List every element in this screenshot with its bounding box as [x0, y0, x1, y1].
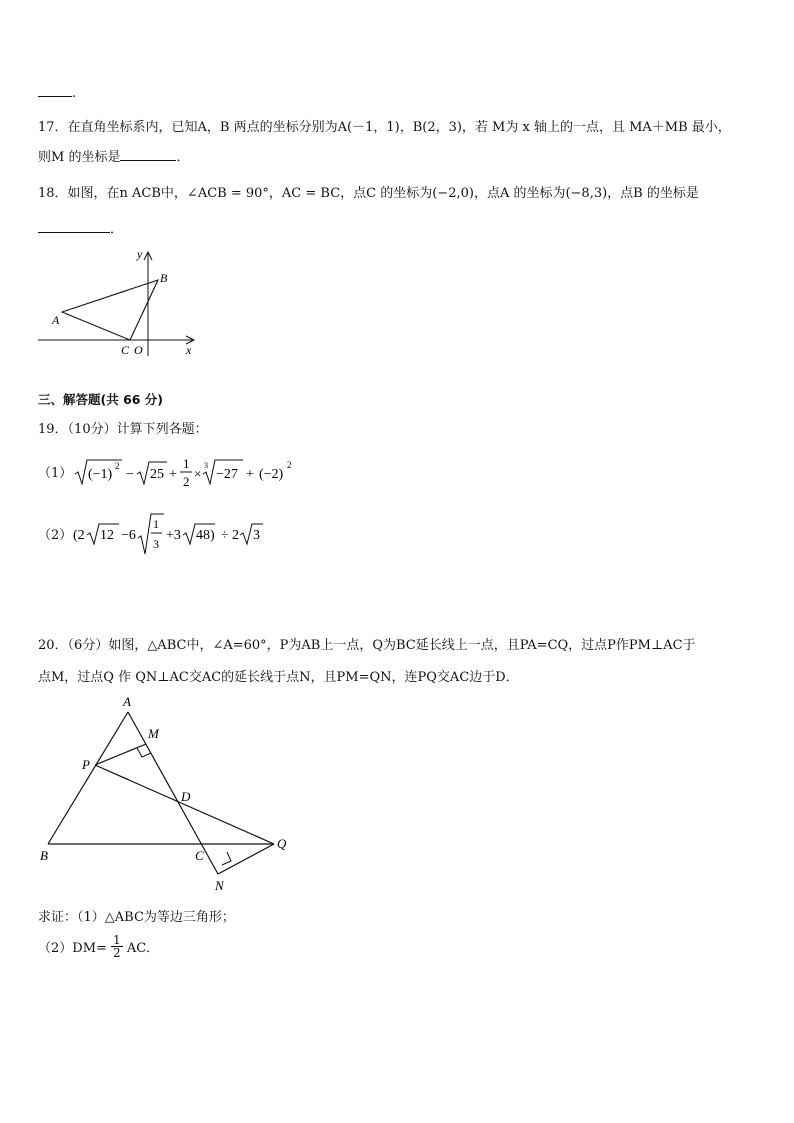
q19-half-den: 2 [183, 474, 190, 489]
q17-prompt: 则M 的坐标是 [38, 150, 121, 165]
q19-part2-label: （2） [38, 528, 73, 543]
q18-answer-line [38, 218, 123, 237]
section-3-title: 三、解答题(共 66 分) [38, 392, 164, 407]
q20-proof-2-label: （2）DM= [38, 941, 107, 956]
segment-ab [48, 712, 128, 844]
svg-text:×: × [194, 466, 202, 481]
q19-header: 19．（10分）计算下列各题： [38, 422, 208, 437]
top-line-end: . [72, 86, 77, 101]
svg-text:−6: −6 [121, 528, 136, 543]
q18-answer-blank [38, 218, 110, 233]
triangle-acb [62, 280, 158, 340]
q20-line2: 点M，过点Q 作 QN⊥AC交AC的延长线于点N，且PM=QN，连PQ交AC边于D． [38, 670, 519, 685]
svg-text:(−2): (−2) [259, 467, 284, 482]
q17-line2 [38, 146, 189, 165]
segment-qn [218, 844, 274, 874]
top-answer-line [38, 82, 76, 101]
svg-text:3: 3 [204, 461, 208, 470]
fig-label-c: C [195, 848, 204, 863]
svg-text:48): 48) [196, 528, 215, 543]
answer-blank [38, 82, 72, 97]
q20-proof-2 [38, 934, 159, 959]
fig-label-d: D [181, 789, 191, 804]
label-o: O [134, 343, 143, 357]
svg-text:2: 2 [115, 461, 120, 471]
q19-third-num: 1 [153, 517, 159, 531]
q20-triangle-figure [36, 690, 298, 900]
svg-text:2: 2 [287, 460, 292, 470]
svg-text:−27: −27 [216, 467, 238, 482]
right-angle-n [222, 852, 231, 865]
svg-text:+3: +3 [166, 528, 181, 543]
q20-line1: 20．（6分）如图，△ABC中，∠A=60°，P为AB上一点，Q为BC延长线上一点，且PA=CQ，过点P作PM⊥AC于 [38, 638, 696, 653]
q17-line1: 17．在直角坐标系内，已知A，B 两点的坐标分别为A(－1，1)，B(2，3)，若 M为 x 轴上的一点，且 MA＋MB 最小， [38, 120, 731, 135]
label-x: x [186, 343, 192, 357]
q20-proof-2-end: AC． [126, 941, 160, 956]
svg-text:−: − [126, 467, 134, 482]
q19-part1-label: （1） [38, 466, 73, 481]
svg-text:+: + [169, 467, 177, 482]
label-a: A [52, 313, 60, 327]
svg-text:2: 2 [232, 528, 239, 543]
q19-part1-expression [74, 454, 304, 490]
q17-answer-blank [120, 146, 176, 161]
label-b: B [160, 271, 168, 285]
svg-text:25: 25 [150, 467, 164, 482]
fig-label-n: N [215, 878, 224, 893]
svg-text:3: 3 [253, 528, 260, 543]
q19-part2-expression [72, 512, 302, 556]
segment-pq [95, 765, 274, 844]
q20-proof-1: 求证：（1）△ABC为等边三角形； [38, 910, 235, 925]
svg-text:÷: ÷ [221, 527, 229, 542]
fig-label-a: A [123, 694, 131, 709]
svg-text:(−1): (−1) [88, 467, 113, 482]
fig-label-m: M [148, 726, 159, 741]
fig-label-p: P [82, 757, 90, 772]
svg-text:+: + [246, 467, 254, 482]
fig-label-q: Q [277, 836, 287, 851]
q18-coordinate-figure [36, 244, 206, 360]
q18-end: ． [110, 222, 124, 237]
label-c: C [121, 343, 130, 357]
svg-text:(2: (2 [73, 528, 85, 543]
q20-half-num: 1 [113, 933, 121, 947]
q18-text: 18．如图，在n ACB中，∠ACB = 90°，AC = BC，点C 的坐标为(−2,0)，点A 的坐标为(−8,3)，点B 的坐标是 [38, 186, 699, 201]
q20-half-den: 2 [113, 946, 121, 960]
q20-half-fraction [111, 934, 123, 959]
fig-label-b: B [40, 848, 48, 863]
q17-end: ． [176, 150, 190, 165]
label-y: y [137, 247, 143, 261]
svg-text:12: 12 [100, 528, 114, 543]
segment-an [128, 712, 218, 874]
q19-third-den: 3 [153, 537, 159, 551]
q19-half-num: 1 [183, 456, 190, 471]
